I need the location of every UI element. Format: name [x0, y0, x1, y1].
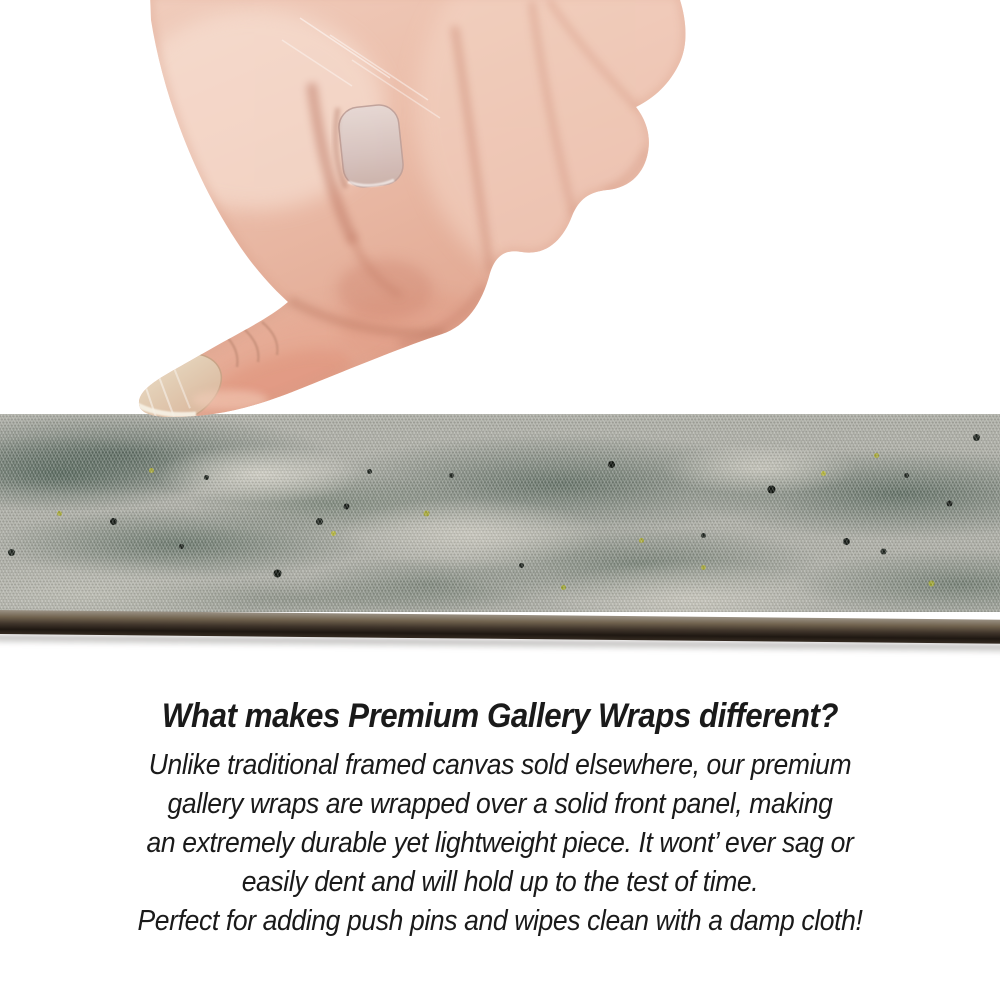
body-line: gallery wraps are wrapped over a solid front panel, making — [167, 788, 833, 820]
body-line: easily dent and will hold up to the test of time. — [241, 866, 759, 898]
heading: What makes Premium Gallery Wraps different? — [161, 697, 839, 735]
body-line: an extremely durable yet lightweight piece. It wont’ ever sag or — [146, 827, 854, 859]
body-line: Perfect for adding push pins and wipes clean with a damp cloth! — [137, 905, 863, 937]
index-fingernail — [337, 103, 405, 189]
marketing-copy — [0, 697, 1000, 941]
body-line: Unlike traditional framed canvas sold elsewhere, our premium — [148, 749, 852, 781]
